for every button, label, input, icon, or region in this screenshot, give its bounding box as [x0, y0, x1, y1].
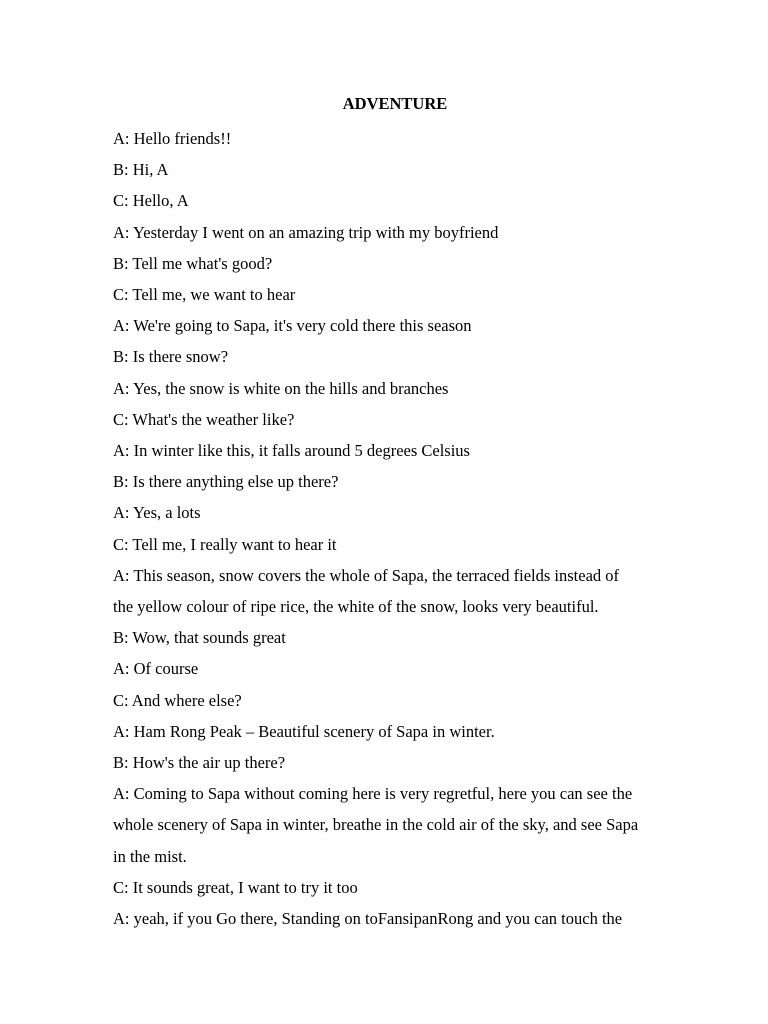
dialogue-line: B: How's the air up there?: [113, 753, 286, 773]
dialogue-line: C: Tell me, I really want to hear it: [113, 534, 337, 554]
dialogue-line: the yellow colour of ripe rice, the white of the snow, looks very beautiful.: [113, 597, 599, 617]
dialogue-line: A: Yesterday I went on an amazing trip with my boyfriend: [113, 222, 499, 242]
dialogue-body: [113, 123, 683, 934]
dialogue-line: A: yeah, if you Go there, Standing on toFansipanRong and you can touch the: [113, 909, 623, 929]
document-title: ADVENTURE: [342, 94, 448, 113]
dialogue-line: A: Hello friends!!: [113, 129, 232, 148]
dialogue-line: A: In winter like this, it falls around 5 degrees Celsius: [113, 441, 470, 461]
dialogue-line: C: What's the weather like?: [113, 409, 295, 429]
dialogue-line: whole scenery of Sapa in winter, breathe in the cold air of the sky, and see Sapa: [113, 815, 639, 835]
dialogue-line: A: Coming to Sapa without coming here is very regretful, here you can see the: [113, 784, 633, 804]
dialogue-line: A: Of course: [113, 659, 199, 679]
dialogue-line: A: Ham Rong Peak – Beautiful scenery of Sapa in winter.: [113, 721, 495, 741]
dialogue-line: A: Yes, a lots: [113, 503, 201, 523]
dialogue-line: C: And where else?: [113, 690, 242, 710]
dialogue-line: B: Hi, A: [113, 160, 169, 180]
dialogue-line: C: Tell me, we want to hear: [113, 285, 296, 305]
dialogue-line: C: It sounds great, I want to try it too: [113, 877, 358, 897]
dialogue-line: C: Hello, A: [113, 191, 189, 211]
dialogue-line: B: Is there anything else up there?: [113, 472, 339, 492]
dialogue-line: B: Tell me what's good?: [113, 253, 273, 273]
dialogue-line: B: Is there snow?: [113, 347, 229, 367]
dialogue-line: A: We're going to Sapa, it's very cold there this season: [113, 316, 472, 336]
dialogue-line: in the mist.: [113, 846, 187, 866]
dialogue-line: B: Wow, that sounds great: [113, 628, 286, 648]
dialogue-line: A: This season, snow covers the whole of Sapa, the terraced fields instead of: [113, 565, 620, 585]
dialogue-line: A: Yes, the snow is white on the hills and branches: [113, 378, 449, 398]
